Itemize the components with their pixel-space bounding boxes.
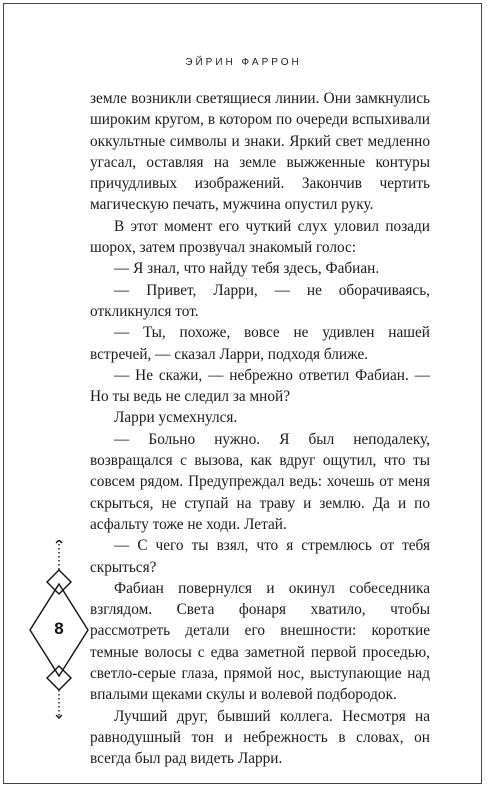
- paragraph: Ларри усмехнулся.: [114, 409, 238, 427]
- paragraph: — Больно нужно. Я был неподалеку, возвращался с вызова, как вдруг ощутил, что ты совсем рядом. Предупреждал ведь: хочешь от меня скрыться, не ступай на траву и землю. Да и по асфальту тоже не ходи. Летай.: [90, 430, 430, 533]
- folio-ornament: [24, 540, 94, 720]
- paragraph: — С чего ты взял, что я стремлюсь от тебя скрыться?: [90, 537, 430, 576]
- running-title: ЭЙРИН ФАРРОН: [185, 57, 302, 68]
- paragraph: Фабиан повернулся и окинул собеседника взглядом. Света фонаря хватило, чтобы рассмотреть детали его внешности: короткие темные волосы с едва заметной первой проседью, светло-серые глаза, прямой нос, выступающие над впалыми щеками скулы и волевой подбородок.: [90, 579, 430, 704]
- page-number: 8: [54, 619, 64, 638]
- paragraph: — Я знал, что найду тебя здесь, Фабиан.: [114, 260, 380, 278]
- paragraph: — Ты, похоже, вовсе не удивлен нашей встречей, — сказал Ларри, подходя ближе.: [90, 324, 430, 363]
- paragraph: — Не скажи, — небрежно ответил Фабиан. — Но ты ведь не следил за мной?: [90, 366, 430, 406]
- body-text: [90, 88, 430, 770]
- paragraph: В этот момент его чуткий слух уловил позади шорох, затем прозвучал знакомый голос:: [90, 217, 430, 257]
- paragraph: земле возникли светящиеся линии. Они замкнулись широким кругом, в котором по очереди вспыхивали оккультные символы и знаки. Яркий свет медленно угасал, оставляя на земле выжженные контуры причудливых изображений. Закончив чертить магическую печать, мужчина опустил руку.: [90, 90, 430, 214]
- paragraph: — Привет, Ларри, — не оборачиваясь, откликнулся тот.: [90, 281, 430, 320]
- paragraph: Лучший друг, бывший коллега. Несмотря на равнодушный тон и небрежность в словах, он всегда был рад видеть Ларри.: [90, 707, 430, 768]
